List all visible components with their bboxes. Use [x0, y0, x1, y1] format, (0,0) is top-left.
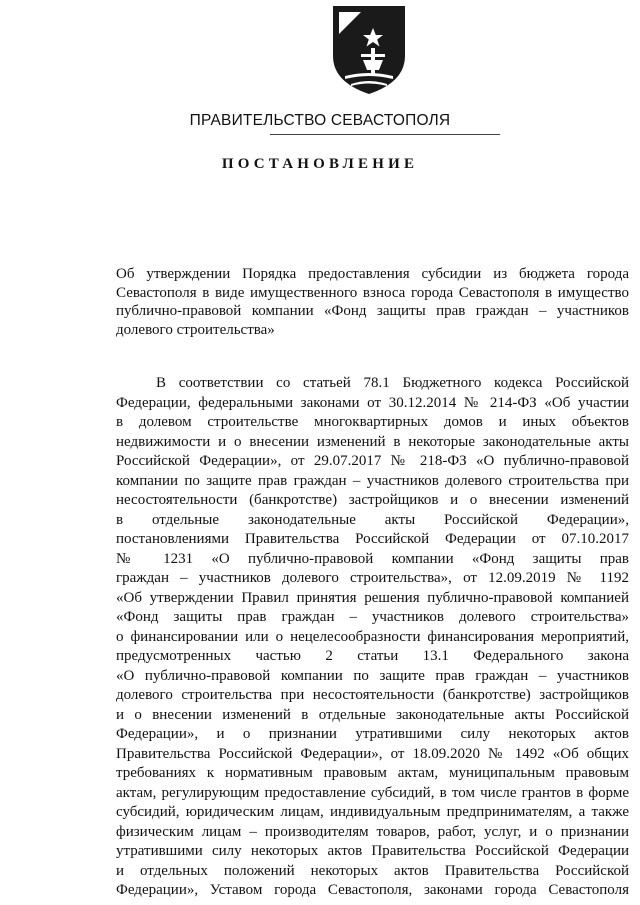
body-line: предусмотренных частью 2 статьи 13.1 Федерального закона [116, 648, 629, 664]
body-line: № 1231 «О публично-правовой компании «Фонд защиты прав [116, 550, 629, 567]
title-line: публично-правовой компании «Фонд защиты прав граждан – участников [116, 303, 629, 320]
body-line: долевого строительства при несостоятельности (банкротстве) застройщиков [116, 687, 629, 703]
document-type: ПОСТАНОВЛЕНИЕ [221, 156, 419, 172]
body-line: утратившими силу некоторых актов Правительства Российской Федерации [116, 843, 629, 859]
government-name: ПРАВИТЕЛЬСТВО СЕВАСТОПОЛЯ [189, 112, 451, 129]
body-line: в долевом строительстве многоквартирных домов и иных объектов [116, 414, 629, 430]
decree-body [116, 374, 629, 901]
title-line: Севастополя в виде имущественного взноса города Севастополя в имущество [116, 284, 629, 301]
body-line: субсидий, юридическим лицам, индивидуальным предпринимателям, а также [116, 804, 629, 820]
body-line: о финансировании или о нецелесообразности финансирования мероприятий, [116, 628, 629, 645]
body-line: Правительства Российской Федерации», от 18.09.2020 № 1492 «Об общих [116, 745, 629, 762]
body-line: Федерации», и о признании утратившими силу некоторых актов [116, 726, 629, 742]
body-line: недвижимости и о внесении изменений в некоторые законодательные акты [116, 433, 629, 450]
body-line: Федерации», Уставом города Севастополя, законами города Севастополя [116, 882, 629, 898]
body-line: физическим лицам – производителям товаров, работ, услуг, и о признании [116, 823, 629, 840]
body-line: постановлениями Правительства Российской Федерации от 07.10.2017 [116, 531, 629, 547]
decree-title [116, 265, 629, 339]
title-line: Об утверждении Порядка предоставления субсидии из бюджета города [116, 266, 629, 282]
header-underline [270, 134, 500, 135]
body-line: граждан – участников долевого строительства», от 12.09.2019 № 1192 [116, 570, 629, 586]
body-line: «Об утверждении Правил принятия решения публично-правовой компанией [116, 589, 629, 606]
body-line: требованиях к нормативным правовым актам, муниципальным правовым [116, 765, 629, 781]
body-line: в отдельные законодательные акты Российской Федерации», [116, 511, 629, 528]
body-line: актам, регулирующим предоставление субсидий, в том числе грантов в форме [116, 784, 629, 801]
body-line: компании по защите прав граждан – участников долевого строительства при [116, 472, 629, 489]
sevastopol-coat-of-arms-icon [331, 4, 407, 96]
body-line: и о внесении изменений в отдельные законодательные акты Российской [116, 706, 629, 723]
body-line: В соответствии со статьей 78.1 Бюджетного кодекса Российской [156, 375, 629, 391]
body-line: и отдельных положений некоторых актов Правительства Российской [116, 862, 629, 879]
body-line: Российской Федерации», от 29.07.2017 № 218-ФЗ «О публично-правовой [116, 453, 629, 469]
body-line: «Фонд защиты прав граждан – участников долевого строительства» [116, 609, 629, 625]
body-line: Федерации, федеральными законами от 30.12.2014 № 214-ФЗ «Об участии [116, 394, 629, 411]
body-line: несостоятельности (банкротстве) застройщиков и о внесении изменений [116, 492, 629, 508]
title-line: долевого строительства» [116, 321, 275, 338]
body-line: «О публично-правовой компании по защите прав граждан – участников [116, 667, 629, 684]
